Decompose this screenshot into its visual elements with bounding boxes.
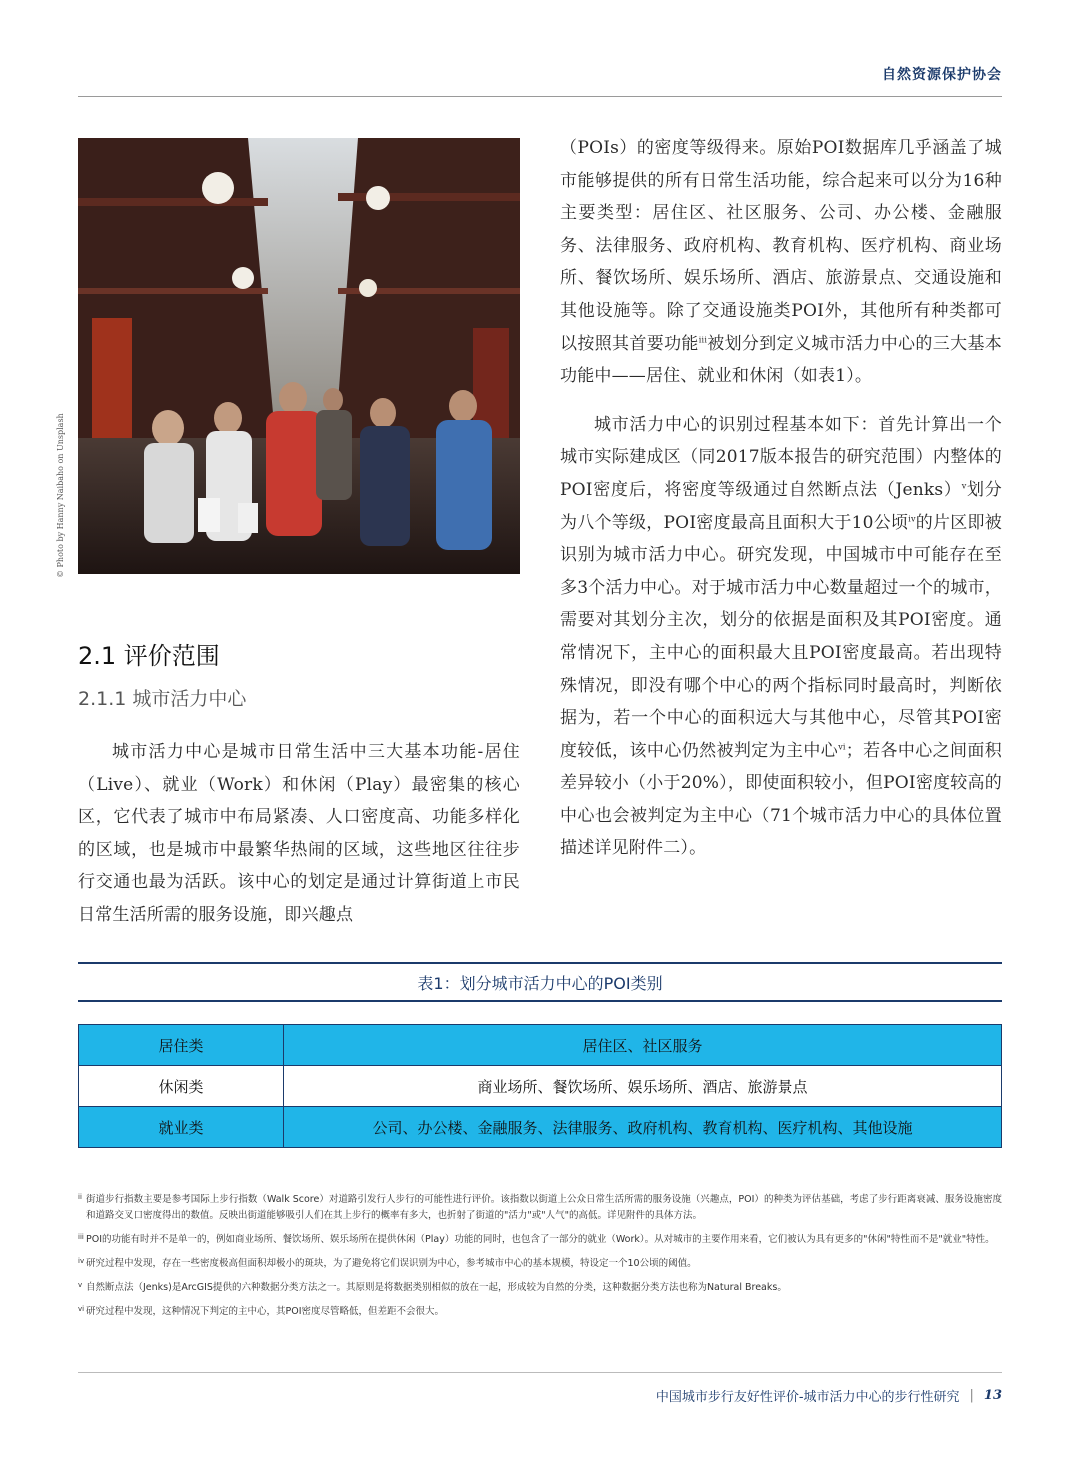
footnote-ref: iv: [908, 513, 916, 523]
paragraph: [560, 409, 1002, 865]
text-span: ；若各中心之间面积差异较小（小于20%），即使面积较小，但POI密度较高的中心也会被判定为主中心（71个城市活力中心的具体位置描述详见附件二）。: [560, 740, 1002, 859]
footnote: [78, 1192, 1002, 1224]
poi-category-table: [78, 1024, 1002, 1148]
table-title: 表1：划分城市活力中心的POI类别: [78, 962, 1002, 1002]
footnote: [78, 1280, 1002, 1296]
paragraph-continued: [560, 132, 1002, 393]
footnote-text: 研究过程中发现，这种情况下判定的主中心，其POI密度尽管略低，但差距不会很大。: [86, 1306, 445, 1317]
paragraph: 城市活力中心是城市日常生活中三大基本功能-居住（Live）、就业（Work）和休闲（Play）最密集的核心区，它代表了城市中布局紧凑、人口密度高、功能多样化的区域，也是城市中最繁华热闹的区域，这些地区往往步行交通也最为活跃。该中心的划定是通过计算街道上市民日常生活所需的服务设施，即兴趣点: [78, 742, 520, 925]
footnote-mark: iii: [78, 1233, 84, 1241]
footer-title: 中国城市步行友好性评价-城市活力中心的步行性研究: [655, 1390, 960, 1405]
text-span: 的片区即被识别为城市活力中心。研究发现，中国城市中可能存在至多3个活力中心。对于城市活力中心数量超过一个的城市，需要对其划分主次，划分的依据是面积及其POI密度。通常情况下，主中心的面积最大且POI密度最高。若出现特殊情况，即没有哪个中心的两个指标同时最高时，判断依据为，若一个中心的面积远大与其他中心，尽管其POI密度较低，该中心仍然被判定为主中心: [560, 512, 1003, 761]
footnote-text: 研究过程中发现，存在一些密度极高但面积却极小的斑块，为了避免将它们误识别为中心，参考城市中心的基本规模，特设定一个10公顷的阈值。: [86, 1258, 697, 1269]
text-span: 城市活力中心的识别过程基本如下：首先计算出一个城市实际建成区（同2017版本报告的研究范围）内整体的POI密度后，将密度等级通过自然断点法（Jenks）: [560, 414, 1002, 500]
section-subtitle: 2.1.1 城市活力中心: [78, 688, 247, 710]
table-cell-category: 就业类: [79, 1107, 284, 1148]
footnote-ref: vi: [838, 742, 846, 752]
footnote-text: POI的功能有时并不是单一的，例如商业场所、餐饮场所、娱乐场所在提供休闲（Play）功能的同时，也包含了一部分的就业（Work）。从对城市的主要作用来看，它们被认为具有更多的"休闲"特性而不是"就业"特性。: [86, 1234, 995, 1245]
text-span: （POIs）的密度等级得来。原始POI数据库几乎涵盖了城市能够提供的所有日常生活功能，综合起来可以分为16种主要类型：居住区、社区服务、公司、办公楼、金融服务、法律服务、政府机构、教育机构、医疗机构、商业场所、餐饮场所、娱乐场所、酒店、旅游景点、交通设施和其他设施等。除了交通设施类POI外，其他所有种类都可以按照其首要功能: [560, 138, 1002, 354]
photo-credit: © Photo by Hanny Naibaho on Unsplash: [56, 413, 65, 578]
table-cell-category: 休闲类: [79, 1066, 284, 1107]
section-title: 2.1 评价范围: [78, 642, 220, 670]
table-cell-items: 公司、办公楼、金融服务、法律服务、政府机构、教育机构、医疗机构、其他设施: [284, 1107, 1002, 1148]
footnote: [78, 1304, 1002, 1320]
table-row: [79, 1025, 1002, 1066]
right-column-text: [560, 132, 1002, 865]
footnote-mark: ii: [78, 1193, 82, 1201]
table-cell-category: 居住类: [79, 1025, 284, 1066]
footer-separator: |: [969, 1388, 974, 1403]
footnote-ref: v: [961, 481, 967, 491]
text-span: 被划分到定义城市活力中心的三大基本功能中——居住、就业和休闲（如表1）。: [560, 333, 1002, 387]
footnote-mark: vi: [78, 1305, 85, 1313]
left-column-text: [78, 736, 520, 932]
page-number: 13: [983, 1388, 1002, 1403]
footnote: [78, 1232, 1002, 1248]
table-row: [79, 1107, 1002, 1148]
table-cell-items: 商业场所、餐饮场所、娱乐场所、酒店、旅游景点: [284, 1066, 1002, 1107]
table-cell-items: 居住区、社区服务: [284, 1025, 1002, 1066]
text-span: 划分为八个等级，POI密度最高且面积大于10公顷: [560, 479, 1002, 533]
footnote-ref: iii: [698, 334, 708, 344]
footnote-mark: iv: [78, 1257, 85, 1265]
footnote-text: 街道步行指数主要是参考国际上步行指数（Walk Score）对道路引发行人步行的可能性进行评价。该指数以街道上公众日常生活所需的服务设施（兴趣点，POI）的种类为评估基础，考虑了步行距离衰减、服务设施密度和道路交叉口密度得出的数值。反映出街道能够吸引人们在其上步行的概率有多大，也折射了街道的"活力"或"人气"的高低。详见附件的具体方法。: [86, 1194, 1002, 1221]
header-organization: 自然资源保护协会: [882, 67, 1002, 83]
page-footer: [656, 1386, 1002, 1405]
street-photo: [78, 138, 520, 574]
table-row: [79, 1066, 1002, 1107]
header-divider: [78, 96, 1002, 97]
footnote: [78, 1256, 1002, 1272]
footnote-mark: v: [78, 1281, 83, 1289]
footer-divider: [78, 1372, 1002, 1373]
footnotes: [78, 1192, 1002, 1328]
footnote-text: 自然断点法（Jenks)是ArcGIS提供的六种数据分类方法之一。其原则是将数据类别相似的放在一起，形成较为自然的分类，这种数据分类方法也称为Natural Breaks。: [86, 1282, 787, 1293]
